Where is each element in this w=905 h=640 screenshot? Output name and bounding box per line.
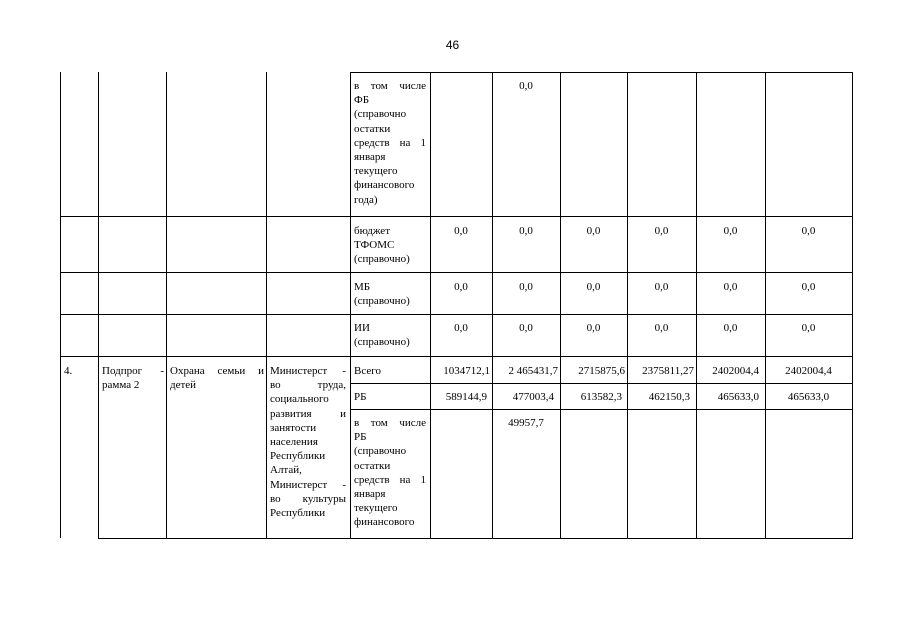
table-vline bbox=[350, 72, 351, 538]
source-cell bbox=[354, 416, 426, 530]
executor-cell bbox=[270, 364, 346, 520]
table-vline bbox=[696, 72, 697, 538]
text-line: финансового bbox=[354, 179, 415, 192]
text-line: в том числе bbox=[354, 417, 426, 429]
value-cell: 0,0 bbox=[454, 281, 468, 293]
value-cell: 0,0 bbox=[654, 281, 669, 293]
text-line: во труда, bbox=[270, 379, 346, 392]
value-cell: 2 465431,7 bbox=[508, 365, 558, 377]
value-cell: 0,0 bbox=[801, 225, 816, 237]
value-cell: 0,0 bbox=[454, 322, 468, 334]
text-line: (справочно) bbox=[354, 295, 410, 308]
value-cell: 49957,7 bbox=[508, 417, 544, 429]
source-cell bbox=[354, 224, 426, 267]
value-cell: 0,0 bbox=[723, 281, 738, 293]
text-line: развития и bbox=[270, 407, 346, 420]
value-cell: 477003,4 bbox=[512, 391, 554, 403]
value-cell: 0,0 bbox=[586, 281, 601, 293]
text-line: текущего bbox=[354, 165, 398, 178]
table-vline bbox=[560, 72, 561, 538]
text-line: детей bbox=[170, 379, 197, 392]
table-hline bbox=[350, 383, 853, 384]
value-cell: 0,0 bbox=[801, 281, 816, 293]
row-number: 4. bbox=[64, 365, 73, 377]
text-line: в том числе bbox=[354, 80, 426, 92]
text-line: финансового bbox=[354, 516, 415, 529]
value-cell: 0,0 bbox=[654, 225, 669, 237]
text-line: (справочно) bbox=[354, 253, 410, 266]
value-cell: 462150,3 bbox=[648, 391, 690, 403]
value-cell: 465633,0 bbox=[787, 391, 830, 403]
text-line: бюджет bbox=[354, 225, 390, 237]
text-line: ТФОМС bbox=[354, 239, 395, 252]
value-cell: 0,0 bbox=[723, 322, 738, 334]
text-line: (справочно bbox=[354, 108, 407, 121]
text-line: Охрана семьи и bbox=[170, 365, 264, 377]
table-vline bbox=[852, 72, 853, 538]
name-cell bbox=[170, 364, 264, 392]
table-vline bbox=[60, 72, 61, 538]
page-number: 46 bbox=[445, 38, 460, 52]
text-line: Республики bbox=[270, 507, 326, 520]
text-line: Республики bbox=[270, 450, 326, 463]
text-line: Министерст - bbox=[270, 365, 346, 377]
text-line: января bbox=[354, 488, 386, 501]
source-cell bbox=[354, 321, 426, 349]
value-cell: 0,0 bbox=[519, 281, 533, 293]
value-cell: 0,0 bbox=[723, 225, 738, 237]
text-line: текущего bbox=[354, 502, 398, 515]
text-line: Подпрог - bbox=[102, 365, 164, 377]
text-line: социального bbox=[270, 393, 329, 406]
value-cell: 465633,0 bbox=[717, 391, 759, 403]
text-line: населения bbox=[270, 436, 318, 449]
text-line: остатки bbox=[354, 459, 391, 472]
table-vline bbox=[266, 72, 267, 538]
value-cell: 0,0 bbox=[586, 225, 601, 237]
text-line: занятости bbox=[270, 421, 317, 434]
text-line: (справочно) bbox=[354, 336, 410, 349]
table-vline bbox=[765, 72, 766, 538]
source-cell bbox=[354, 280, 426, 308]
text-line: рамма 2 bbox=[102, 379, 140, 392]
value-cell: 0,0 bbox=[586, 322, 601, 334]
value-cell: 0,0 bbox=[454, 225, 468, 237]
table-hline bbox=[350, 409, 853, 410]
text-line: средств на 1 bbox=[354, 136, 426, 149]
text-line: января bbox=[354, 151, 386, 164]
value-cell: 0,0 bbox=[519, 225, 533, 237]
table-hline bbox=[60, 216, 853, 217]
table-hline bbox=[350, 72, 853, 73]
value-cell: 2402004,4 bbox=[785, 365, 832, 377]
value-cell: 0,0 bbox=[801, 322, 816, 334]
value-cell: 2402004,4 bbox=[712, 365, 759, 377]
value-cell: 0,0 bbox=[654, 322, 669, 334]
source-cell: РБ bbox=[354, 391, 367, 403]
table-vline bbox=[98, 72, 99, 538]
value-cell: 0,0 bbox=[519, 80, 533, 92]
table-vline bbox=[166, 72, 167, 538]
text-line: Министерст - bbox=[270, 478, 346, 491]
table-hline bbox=[60, 356, 853, 357]
table-hline bbox=[98, 538, 853, 539]
source-cell: Всего bbox=[354, 365, 381, 377]
source-cell bbox=[354, 79, 426, 207]
text-line: остатки bbox=[354, 122, 391, 135]
text-line: МБ bbox=[354, 281, 371, 293]
text-line: ИИ bbox=[354, 322, 370, 334]
text-line: РБ bbox=[354, 431, 367, 444]
value-cell: 589144,9 bbox=[445, 391, 487, 403]
text-line: во культуры bbox=[270, 492, 346, 505]
value-cell: 2375811,27 bbox=[642, 365, 694, 377]
text-line: Алтай, bbox=[270, 464, 302, 477]
value-cell: 2715875,6 bbox=[578, 365, 625, 377]
text-line: средств на 1 bbox=[354, 473, 426, 486]
table-hline bbox=[60, 314, 853, 315]
value-cell: 0,0 bbox=[519, 322, 533, 334]
table-hline bbox=[60, 272, 853, 273]
table-vline bbox=[492, 72, 493, 538]
value-cell: 1034712,1 bbox=[443, 365, 490, 377]
text-line: ФБ bbox=[354, 94, 370, 107]
program-cell bbox=[102, 364, 164, 392]
table-vline bbox=[627, 72, 628, 538]
text-line: года) bbox=[354, 193, 378, 206]
text-line: (справочно bbox=[354, 445, 407, 458]
value-cell: 613582,3 bbox=[580, 391, 622, 403]
table-vline bbox=[430, 72, 431, 538]
